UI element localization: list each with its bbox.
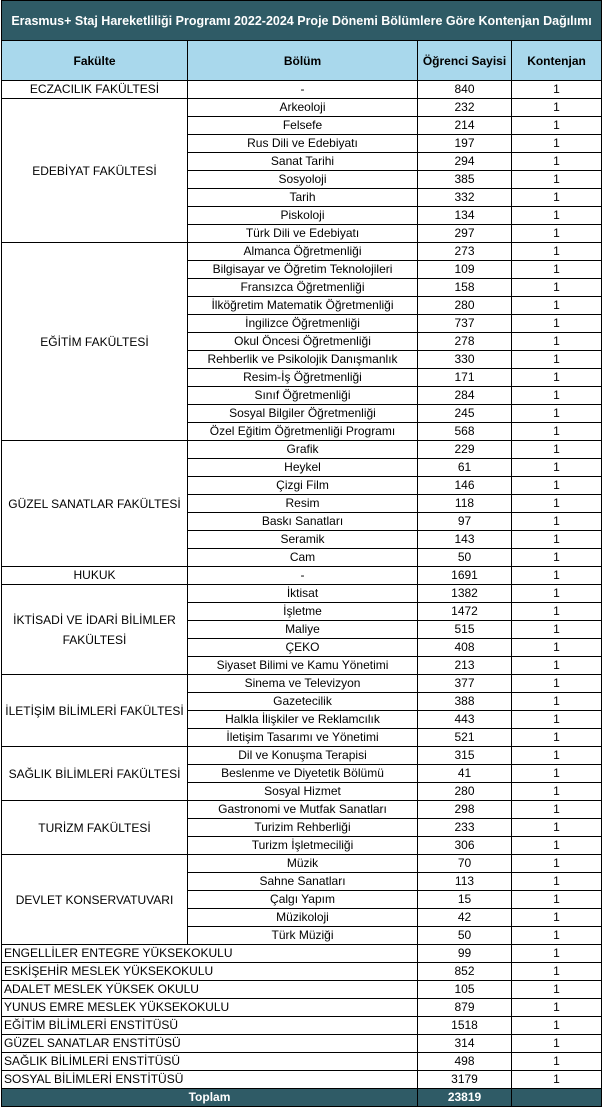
department-cell: Rehberlik ve Psikolojik Danışmanlık: [188, 351, 418, 369]
student-count-cell: 197: [418, 135, 512, 153]
quota-cell: 1: [512, 981, 602, 999]
department-cell: Almanca Öğretmenliği: [188, 243, 418, 261]
department-cell: Felsefe: [188, 117, 418, 135]
quota-cell: 1: [512, 1071, 602, 1089]
school-name-cell: ADALET MESLEK YÜKSEK OKULU: [2, 981, 418, 999]
quota-cell: 1: [512, 873, 602, 891]
student-count-cell: 70: [418, 855, 512, 873]
student-count-cell: 1382: [418, 585, 512, 603]
student-count-cell: 41: [418, 765, 512, 783]
quota-cell: 1: [512, 747, 602, 765]
student-count-cell: 330: [418, 351, 512, 369]
quota-cell: 1: [512, 351, 602, 369]
student-count-cell: 1691: [418, 567, 512, 585]
quota-table: [1, 0, 602, 1107]
quota-cell: 1: [512, 801, 602, 819]
quota-cell: 1: [512, 657, 602, 675]
quota-cell: 1: [512, 81, 602, 99]
department-cell: Rus Dili ve Edebiyatı: [188, 135, 418, 153]
quota-cell: 1: [512, 765, 602, 783]
faculty-cell: DEVLET KONSERVATUVARI: [2, 855, 188, 945]
table-row: [2, 243, 602, 261]
quota-cell: 1: [512, 909, 602, 927]
student-count-cell: 15: [418, 891, 512, 909]
student-count-cell: 852: [418, 963, 512, 981]
department-cell: İletişim Tasarımı ve Yönetimi: [188, 729, 418, 747]
quota-cell: 1: [512, 549, 602, 567]
student-count-cell: 521: [418, 729, 512, 747]
header-ogrenci: Öğrenci Sayisi: [418, 41, 512, 81]
student-count-cell: 294: [418, 153, 512, 171]
quota-cell: 1: [512, 513, 602, 531]
student-count-cell: 515: [418, 621, 512, 639]
department-cell: Cam: [188, 549, 418, 567]
quota-cell: 1: [512, 315, 602, 333]
student-count-cell: 385: [418, 171, 512, 189]
student-count-cell: 408: [418, 639, 512, 657]
quota-cell: 1: [512, 639, 602, 657]
department-cell: Siyaset Bilimi ve Kamu Yönetimi: [188, 657, 418, 675]
table-row: [2, 999, 602, 1017]
department-cell: İngilizce Öğretmenliği: [188, 315, 418, 333]
student-count-cell: 1472: [418, 603, 512, 621]
student-count-cell: 229: [418, 441, 512, 459]
quota-cell: 1: [512, 585, 602, 603]
student-count-cell: 171: [418, 369, 512, 387]
department-cell: Müzik: [188, 855, 418, 873]
department-cell: Çizgi Film: [188, 477, 418, 495]
student-count-cell: 315: [418, 747, 512, 765]
student-count-cell: 278: [418, 333, 512, 351]
department-cell: Baskı Sanatları: [188, 513, 418, 531]
student-count-cell: 332: [418, 189, 512, 207]
table-row: [2, 945, 602, 963]
department-cell: Gazetecilik: [188, 693, 418, 711]
quota-cell: 1: [512, 567, 602, 585]
quota-cell: 1: [512, 693, 602, 711]
total-student-count: 23819: [418, 1089, 512, 1107]
student-count-cell: 298: [418, 801, 512, 819]
school-name-cell: ESKİŞEHİR MESLEK YÜKSEKOKULU: [2, 963, 418, 981]
quota-cell: 1: [512, 423, 602, 441]
header-kontenjan: Kontenjan: [512, 41, 602, 81]
quota-cell: 1: [512, 963, 602, 981]
student-count-cell: 42: [418, 909, 512, 927]
quota-cell: 1: [512, 477, 602, 495]
quota-cell: 1: [512, 783, 602, 801]
quota-cell: 1: [512, 261, 602, 279]
school-name-cell: SAĞLIK BİLİMLERİ ENSTİTÜSÜ: [2, 1053, 418, 1071]
student-count-cell: 158: [418, 279, 512, 297]
faculty-cell: EĞİTİM FAKÜLTESİ: [2, 243, 188, 441]
table-row: [2, 1071, 602, 1089]
student-count-cell: 284: [418, 387, 512, 405]
department-cell: Okul Öncesi Öğretmenliği: [188, 333, 418, 351]
quota-cell: 1: [512, 531, 602, 549]
student-count-cell: 50: [418, 927, 512, 945]
department-cell: İşletme: [188, 603, 418, 621]
table-row: [2, 981, 602, 999]
department-cell: Turizim Rehberliği: [188, 819, 418, 837]
quota-cell: 1: [512, 171, 602, 189]
department-cell: Özel Eğitim Öğretmenliği Programı: [188, 423, 418, 441]
faculty-cell: TURİZM FAKÜLTESİ: [2, 801, 188, 855]
department-cell: Çalgı Yapım: [188, 891, 418, 909]
quota-cell: 1: [512, 225, 602, 243]
student-count-cell: 498: [418, 1053, 512, 1071]
quota-cell: 1: [512, 1017, 602, 1035]
quota-cell: 1: [512, 495, 602, 513]
student-count-cell: 213: [418, 657, 512, 675]
student-count-cell: 245: [418, 405, 512, 423]
quota-cell: 1: [512, 603, 602, 621]
student-count-cell: 443: [418, 711, 512, 729]
department-cell: Piskoloji: [188, 207, 418, 225]
table-row: [2, 99, 602, 117]
department-cell: Türk Dili ve Edebiyatı: [188, 225, 418, 243]
department-cell: Sınıf Öğretmenliği: [188, 387, 418, 405]
school-name-cell: ENGELLİLER ENTEGRE YÜKSEKOKULU: [2, 945, 418, 963]
department-cell: ÇEKO: [188, 639, 418, 657]
quota-cell: 1: [512, 333, 602, 351]
school-name-cell: GÜZEL SANATLAR ENSTİTÜSÜ: [2, 1035, 418, 1053]
faculty-cell: HUKUK: [2, 567, 188, 585]
department-cell: Turizm İşletmeciliği: [188, 837, 418, 855]
department-cell: Seramik: [188, 531, 418, 549]
department-cell: Dil ve Konuşma Terapisi: [188, 747, 418, 765]
table-title-row: [2, 1, 602, 41]
department-cell: Tarih: [188, 189, 418, 207]
quota-cell: 1: [512, 927, 602, 945]
department-cell: Sosyal Bilgiler Öğretmenliği: [188, 405, 418, 423]
table-row: [2, 801, 602, 819]
department-cell: Maliye: [188, 621, 418, 639]
quota-cell: 1: [512, 675, 602, 693]
department-cell: Sanat Tarihi: [188, 153, 418, 171]
table-row: [2, 963, 602, 981]
quota-cell: 1: [512, 135, 602, 153]
student-count-cell: 61: [418, 459, 512, 477]
department-cell: -: [188, 81, 418, 99]
faculty-cell: İLETİŞİM BİLİMLERİ FAKÜLTESİ: [2, 675, 188, 747]
student-count-cell: 105: [418, 981, 512, 999]
department-cell: Müzikoloji: [188, 909, 418, 927]
quota-cell: 1: [512, 621, 602, 639]
quota-cell: 1: [512, 369, 602, 387]
faculty-cell: ECZACILIK FAKÜLTESİ: [2, 81, 188, 99]
department-cell: Sinema ve Televizyon: [188, 675, 418, 693]
student-count-cell: 879: [418, 999, 512, 1017]
department-cell: Sosyoloji: [188, 171, 418, 189]
department-cell: Bilgisayar ve Öğretim Teknolojileri: [188, 261, 418, 279]
department-cell: Heykel: [188, 459, 418, 477]
department-cell: Sosyal Hizmet: [188, 783, 418, 801]
table-row: [2, 81, 602, 99]
department-cell: Fransızca Öğretmenliği: [188, 279, 418, 297]
faculty-cell: İKTİSADİ VE İDARİ BİLİMLER FAKÜLTESİ: [2, 585, 188, 675]
quota-cell: 1: [512, 99, 602, 117]
header-row: [2, 41, 602, 81]
student-count-cell: 314: [418, 1035, 512, 1053]
student-count-cell: 388: [418, 693, 512, 711]
total-label: Toplam: [2, 1089, 418, 1107]
total-row: [2, 1089, 602, 1107]
quota-cell: 1: [512, 1053, 602, 1071]
quota-cell: 1: [512, 945, 602, 963]
quota-cell: 1: [512, 405, 602, 423]
quota-cell: 1: [512, 297, 602, 315]
department-cell: Sahne Sanatları: [188, 873, 418, 891]
quota-cell: 1: [512, 459, 602, 477]
student-count-cell: 146: [418, 477, 512, 495]
school-name-cell: SOSYAL BİLİMLERİ ENSTİTÜSÜ: [2, 1071, 418, 1089]
quota-cell: 1: [512, 855, 602, 873]
department-cell: İlköğretim Matematik Öğretmenliği: [188, 297, 418, 315]
quota-cell: 1: [512, 999, 602, 1017]
faculty-cell: EDEBİYAT FAKÜLTESİ: [2, 99, 188, 243]
department-cell: Resim-İş Öğretmenliği: [188, 369, 418, 387]
quota-cell: 1: [512, 891, 602, 909]
student-count-cell: 377: [418, 675, 512, 693]
quota-cell: 1: [512, 729, 602, 747]
student-count-cell: 143: [418, 531, 512, 549]
header-bolum: Bölüm: [188, 41, 418, 81]
student-count-cell: 1518: [418, 1017, 512, 1035]
student-count-cell: 280: [418, 783, 512, 801]
department-cell: -: [188, 567, 418, 585]
table-row: [2, 855, 602, 873]
student-count-cell: 568: [418, 423, 512, 441]
quota-cell: 1: [512, 243, 602, 261]
department-cell: İktisat: [188, 585, 418, 603]
student-count-cell: 134: [418, 207, 512, 225]
faculty-cell: GÜZEL SANATLAR FAKÜLTESİ: [2, 441, 188, 567]
department-cell: Resim: [188, 495, 418, 513]
table-row: [2, 747, 602, 765]
student-count-cell: 840: [418, 81, 512, 99]
department-cell: Arkeoloji: [188, 99, 418, 117]
school-name-cell: EĞİTİM BİLİMLERİ ENSTİTÜSÜ: [2, 1017, 418, 1035]
student-count-cell: 109: [418, 261, 512, 279]
student-count-cell: 280: [418, 297, 512, 315]
student-count-cell: 97: [418, 513, 512, 531]
student-count-cell: 273: [418, 243, 512, 261]
quota-cell: 1: [512, 189, 602, 207]
department-cell: Türk Müziği: [188, 927, 418, 945]
student-count-cell: 50: [418, 549, 512, 567]
student-count-cell: 297: [418, 225, 512, 243]
student-count-cell: 737: [418, 315, 512, 333]
faculty-cell: SAĞLIK BİLİMLERİ FAKÜLTESİ: [2, 747, 188, 801]
table-title: Erasmus+ Staj Hareketliliği Programı 2022-2024 Proje Dönemi Bölümlere Göre Kontenjan Dağılımı: [2, 1, 602, 41]
quota-cell: 1: [512, 1035, 602, 1053]
table-row: [2, 1035, 602, 1053]
quota-cell: 1: [512, 837, 602, 855]
table-row: [2, 567, 602, 585]
quota-cell: 1: [512, 819, 602, 837]
quota-cell: 1: [512, 117, 602, 135]
student-count-cell: 306: [418, 837, 512, 855]
quota-cell: 1: [512, 207, 602, 225]
department-cell: Gastronomi ve Mutfak Sanatları: [188, 801, 418, 819]
table-row: [2, 1053, 602, 1071]
student-count-cell: 118: [418, 495, 512, 513]
quota-cell: 1: [512, 279, 602, 297]
header-fakulte: Fakülte: [2, 41, 188, 81]
student-count-cell: 214: [418, 117, 512, 135]
quota-cell: 1: [512, 711, 602, 729]
quota-cell: 1: [512, 153, 602, 171]
table-row: [2, 675, 602, 693]
student-count-cell: 233: [418, 819, 512, 837]
quota-cell: 1: [512, 387, 602, 405]
table-row: [2, 1017, 602, 1035]
school-name-cell: YUNUS EMRE MESLEK YÜKSEKOKULU: [2, 999, 418, 1017]
student-count-cell: 113: [418, 873, 512, 891]
table-row: [2, 585, 602, 603]
student-count-cell: 232: [418, 99, 512, 117]
department-cell: Halkla İlişkiler ve Reklamcılık: [188, 711, 418, 729]
student-count-cell: 3179: [418, 1071, 512, 1089]
department-cell: Grafik: [188, 441, 418, 459]
total-quota: [512, 1089, 602, 1107]
student-count-cell: 99: [418, 945, 512, 963]
department-cell: Beslenme ve Diyetetik Bölümü: [188, 765, 418, 783]
table-row: [2, 441, 602, 459]
quota-cell: 1: [512, 441, 602, 459]
